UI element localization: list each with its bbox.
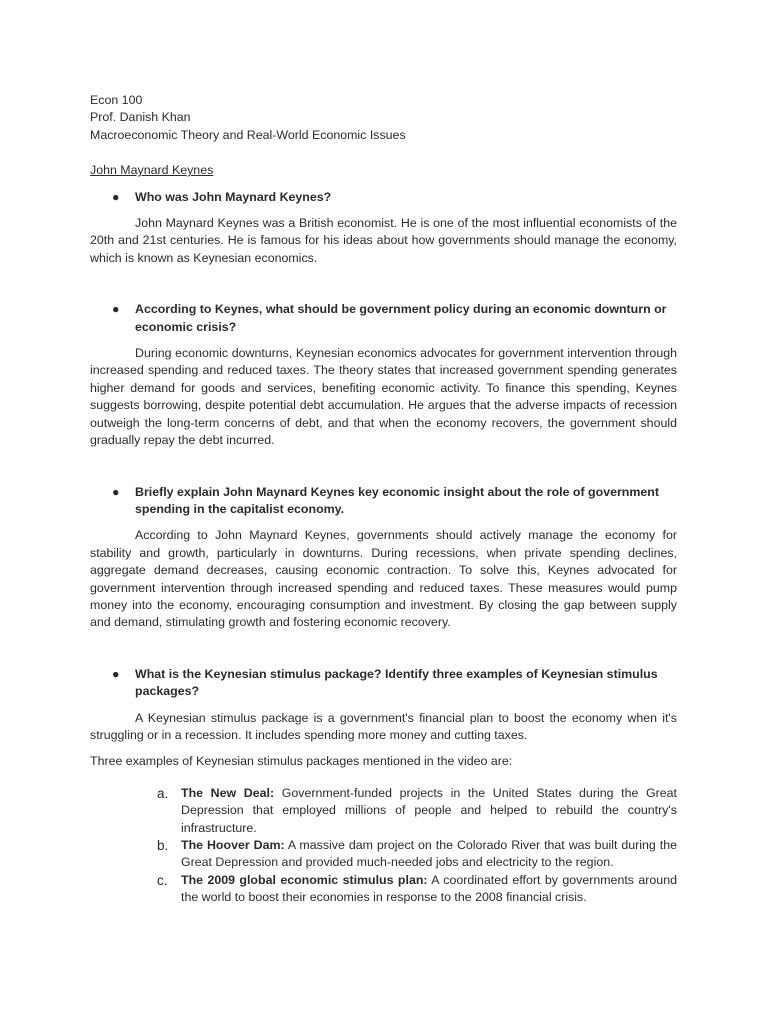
list-marker: a. [157, 785, 169, 801]
question-3 [90, 484, 677, 519]
question-text: What is the Keynesian stimulus package? Identify three examples of Keynesian stimulus packages? [135, 666, 658, 699]
course-title: Macroeconomic Theory and Real-World Economic Issues [90, 127, 406, 142]
example-text: Government-funded projects in the United States during the Great Depression that employed millions of people and helped to rebuild the country's infrastructure. [181, 785, 677, 835]
list-marker: c. [157, 872, 168, 888]
list-item [90, 837, 677, 872]
answer-1: John Maynard Keynes was a British economist. He is one of the most influential economists of the 20th and 21st centuries. He is famous for his ideas about how governments should manage the economy, which is known as Keynesian economics. [90, 216, 677, 265]
question-text: Who was John Maynard Keynes? [135, 189, 332, 204]
example-term: The 2009 global economic stimulus plan: [181, 872, 428, 887]
course-code: Econ 100 [90, 93, 143, 107]
question-4 [90, 666, 677, 701]
bullet-icon: ● [112, 666, 120, 681]
example-term: The Hoover Dam: [181, 838, 285, 852]
question-1 [90, 189, 677, 206]
question-2 [90, 301, 677, 336]
example-term: The New Deal: [181, 785, 275, 800]
question-text: According to Keynes, what should be government policy during an economic downturn or economic crisis? [135, 302, 667, 334]
examples-list [90, 785, 677, 907]
answer-3: According to John Maynard Keynes, governments should actively manage the economy for stability and growth, particularly in downturns. During recessions, when private spending declines, aggregate demand decreases, causing economic contraction. To solve this, Keynes advocated for government intervention through increased spending and reduced taxes. These measures would pump money into the economy, encouraging consumption and investment. By closing the gap between supply and demand, stimulating growth and fostering economic recovery. [90, 528, 677, 630]
list-item [90, 872, 677, 907]
document-page [90, 92, 677, 907]
example-text: A coordinated effort by governments around the world to boost their economies in response to the 2008 financial crisis. [181, 872, 677, 905]
bullet-icon: ● [112, 189, 120, 204]
examples-intro: Three examples of Keynesian stimulus packages mentioned in the video are: [90, 754, 513, 769]
question-text: Briefly explain John Maynard Keynes key economic insight about the role of government spending in the capitalist economy. [135, 484, 659, 516]
list-item [90, 785, 677, 837]
bullet-icon: ● [112, 302, 120, 317]
section-title: John Maynard Keynes [90, 163, 214, 178]
bullet-icon: ● [112, 484, 120, 499]
professor-name: Prof. Danish Khan [90, 110, 191, 125]
list-marker: b. [157, 838, 169, 853]
example-text: A massive dam project on the Colorado River that was built during the Great Depression and provided much-needed jobs and electricity to the region. [181, 838, 677, 870]
answer-4: A Keynesian stimulus package is a government's financial plan to boost the economy when it's struggling or in a recession. It includes spending more money and cutting taxes. [90, 710, 677, 742]
answer-2: During economic downturns, Keynesian economics advocates for government intervention through increased spending and reduced taxes. The theory states that increased government spending generates higher demand for goods and services, benefiting economic activity. To finance this spending, Keynes suggests borrowing, despite potential debt accumulation. He argues that the adverse impacts of recession outweigh the long-term concerns of debt, and that when the economy recovers, the government should gradually repay the debt incurred. [90, 346, 677, 448]
